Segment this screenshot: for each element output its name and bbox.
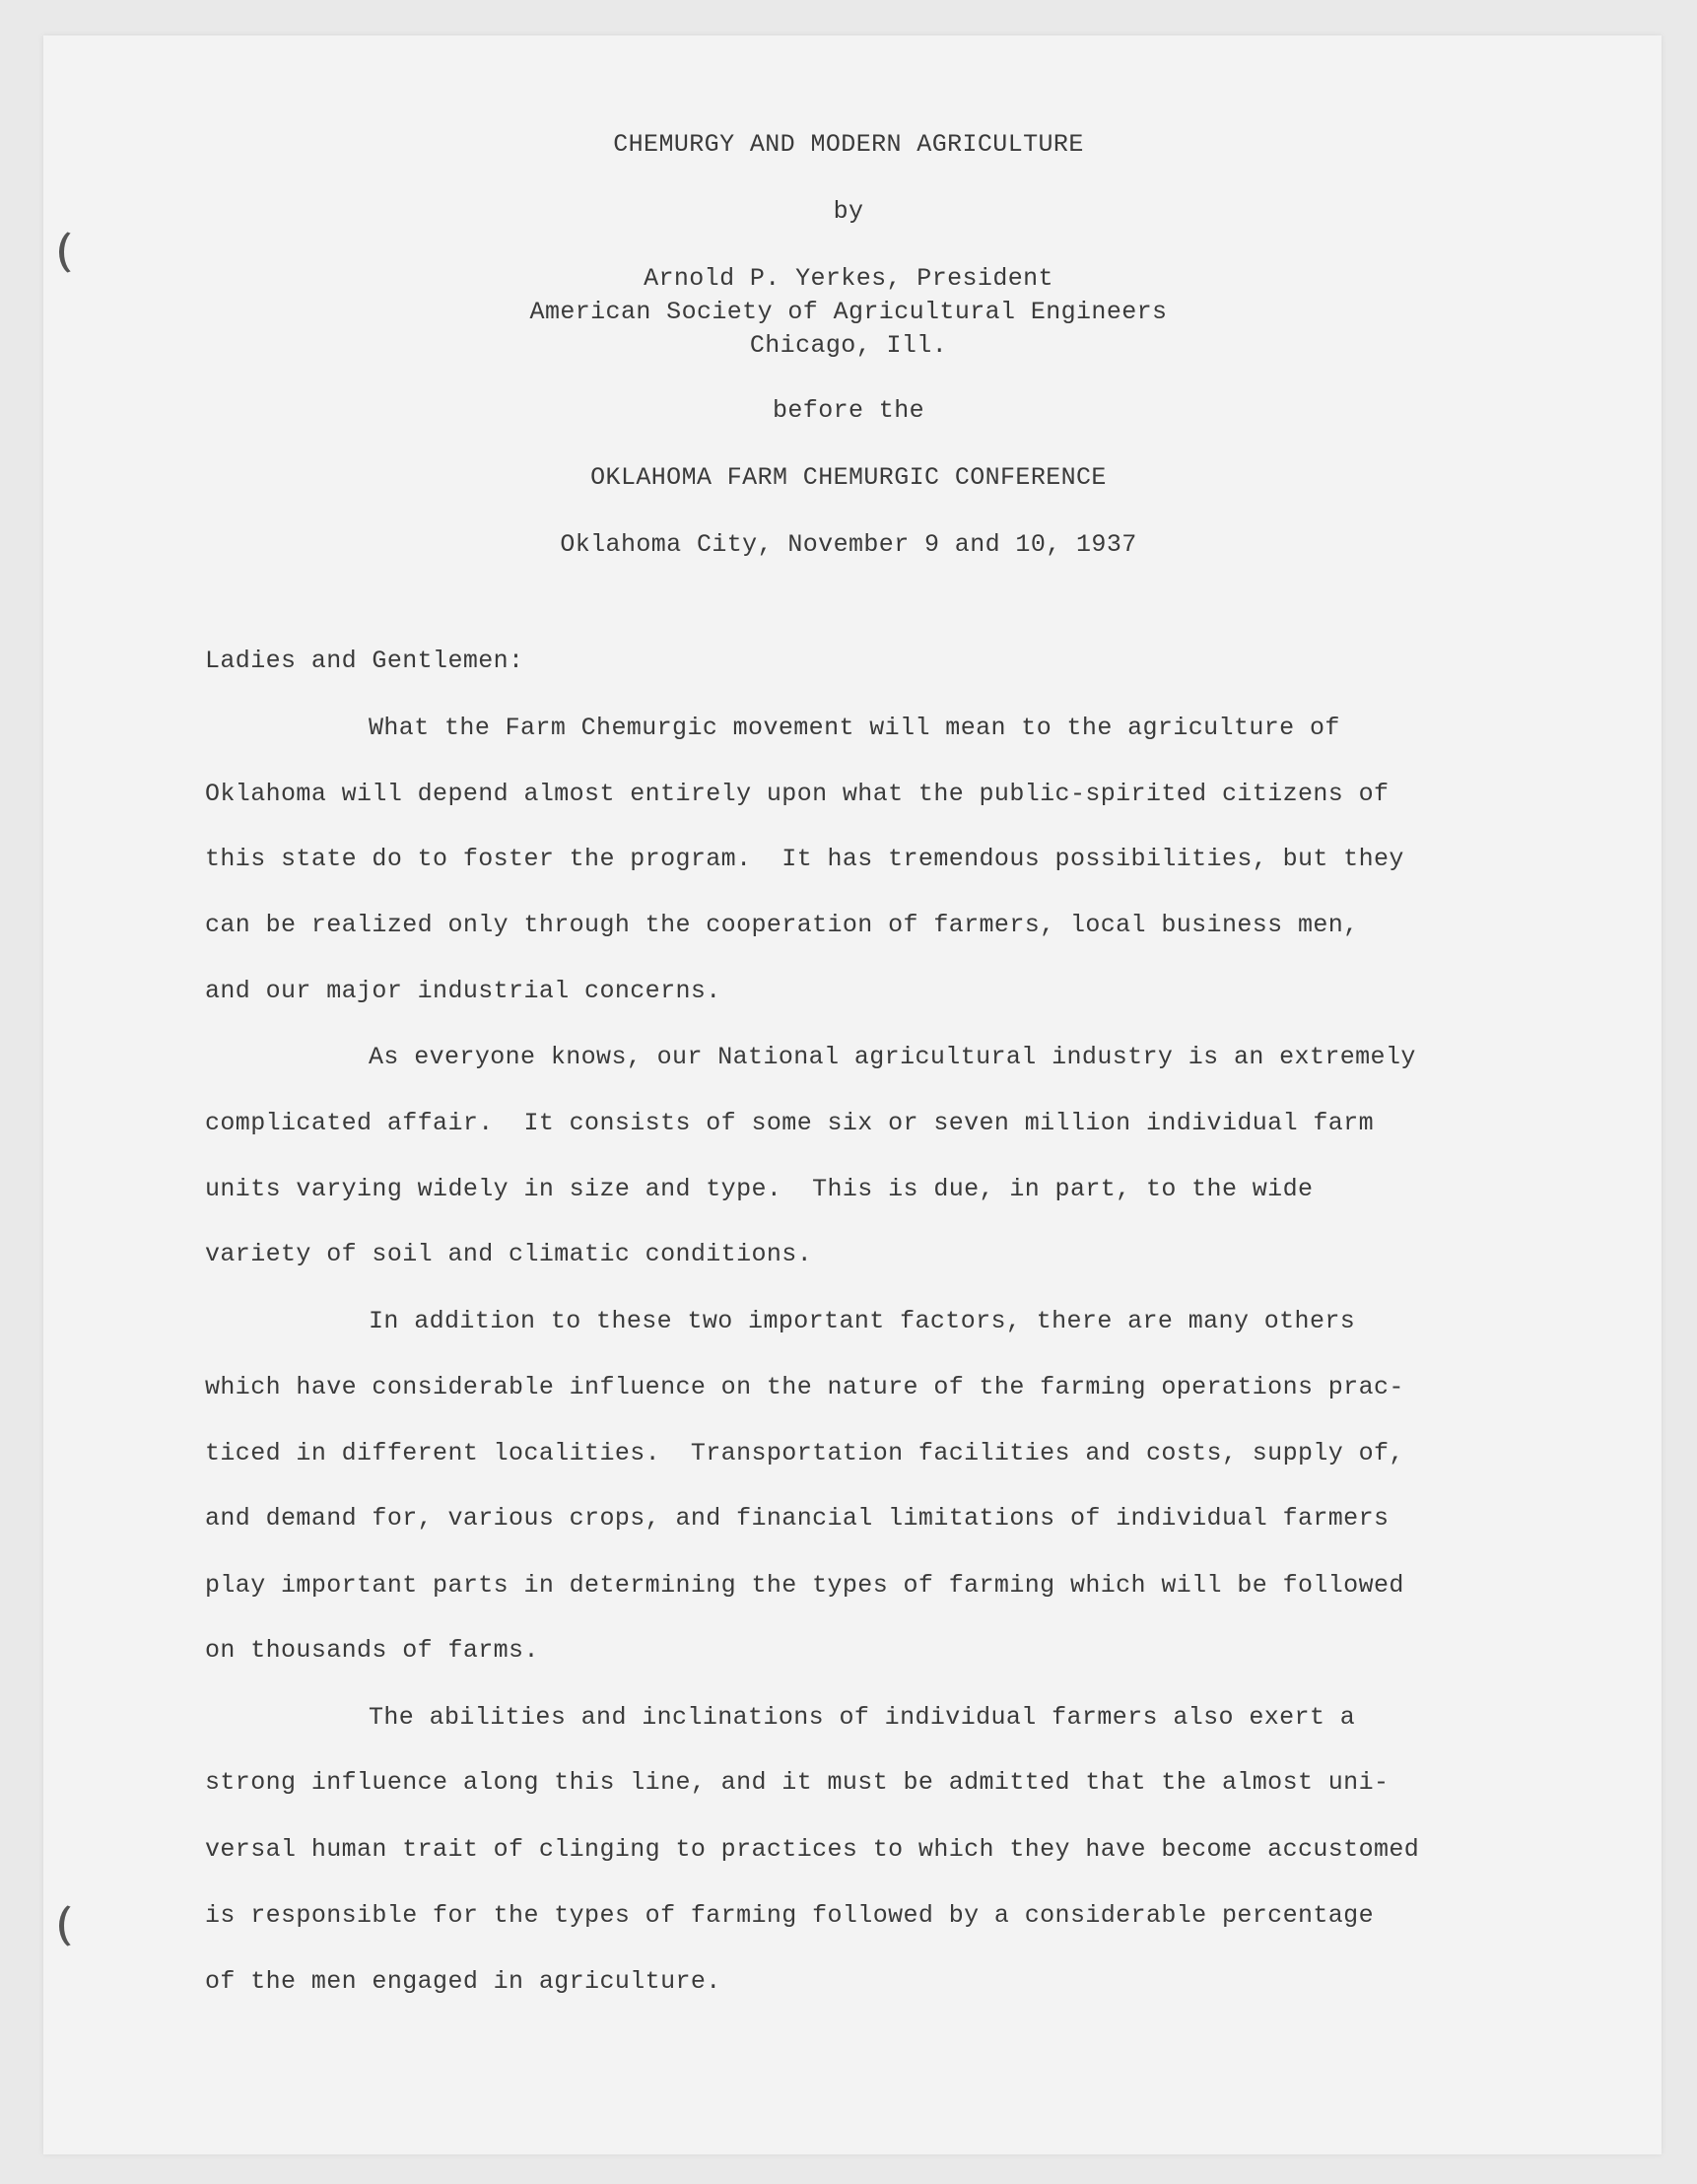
paragraph-line: variety of soil and climatic conditions. xyxy=(205,1240,813,1268)
before-the: before the xyxy=(772,396,925,425)
punch-hole-bottom-icon xyxy=(59,1902,94,1949)
paragraph-line: is responsible for the types of farming followed by a considerable percentage xyxy=(205,1901,1374,1930)
salutation: Ladies and Gentlemen: xyxy=(205,647,524,675)
conference-date-place: Oklahoma City, November 9 and 10, 1937 xyxy=(560,530,1137,559)
paragraph-line: units varying widely in size and type. This is due, in part, to the wide xyxy=(205,1175,1314,1203)
byline-by: by xyxy=(833,197,864,226)
paragraph-line: on thousands of farms. xyxy=(205,1636,539,1665)
author-location: Chicago, Ill. xyxy=(749,331,948,360)
conference-name: OKLAHOMA FARM CHEMURGIC CONFERENCE xyxy=(590,463,1107,492)
paragraph-line: As everyone knows, our National agricultural industry is an extremely xyxy=(369,1043,1416,1071)
paragraph-line: which have considerable influence on the nature of the farming operations prac- xyxy=(205,1373,1404,1401)
paragraph-line: complicated affair. It consists of some six or seven million individual farm xyxy=(205,1109,1374,1137)
document-title: CHEMURGY AND MODERN AGRICULTURE xyxy=(613,130,1084,159)
author-line: Arnold P. Yerkes, President xyxy=(644,264,1053,293)
paragraph-line: play important parts in determining the types of farming which will be followed xyxy=(205,1571,1404,1600)
paragraph-line: The abilities and inclinations of individual farmers also exert a xyxy=(369,1703,1356,1732)
author-organization: American Society of Agricultural Engineers xyxy=(529,298,1168,326)
paragraph-line: What the Farm Chemurgic movement will mean to the agriculture of xyxy=(369,714,1340,742)
paragraph-line: versal human trait of clinging to practices to which they have become accustomed xyxy=(205,1835,1420,1864)
paragraph-line: this state do to foster the program. It has tremendous possibilities, but they xyxy=(205,845,1404,873)
paragraph-line: In addition to these two important factors, there are many others xyxy=(369,1307,1356,1335)
paragraph-line: strong influence along this line, and it must be admitted that the almost uni- xyxy=(205,1768,1390,1797)
paragraph-line: and our major industrial concerns. xyxy=(205,977,721,1005)
paragraph-line: and demand for, various crops, and financial limitations of individual farmers xyxy=(205,1504,1390,1533)
paragraph-line: Oklahoma will depend almost entirely upon what the public-spirited citizens of xyxy=(205,780,1390,808)
paragraph-line: of the men engaged in agriculture. xyxy=(205,1967,721,1996)
paragraph-line: ticed in different localities. Transportation facilities and costs, supply of, xyxy=(205,1439,1404,1467)
paragraph-line: can be realized only through the cooperation of farmers, local business men, xyxy=(205,911,1359,939)
